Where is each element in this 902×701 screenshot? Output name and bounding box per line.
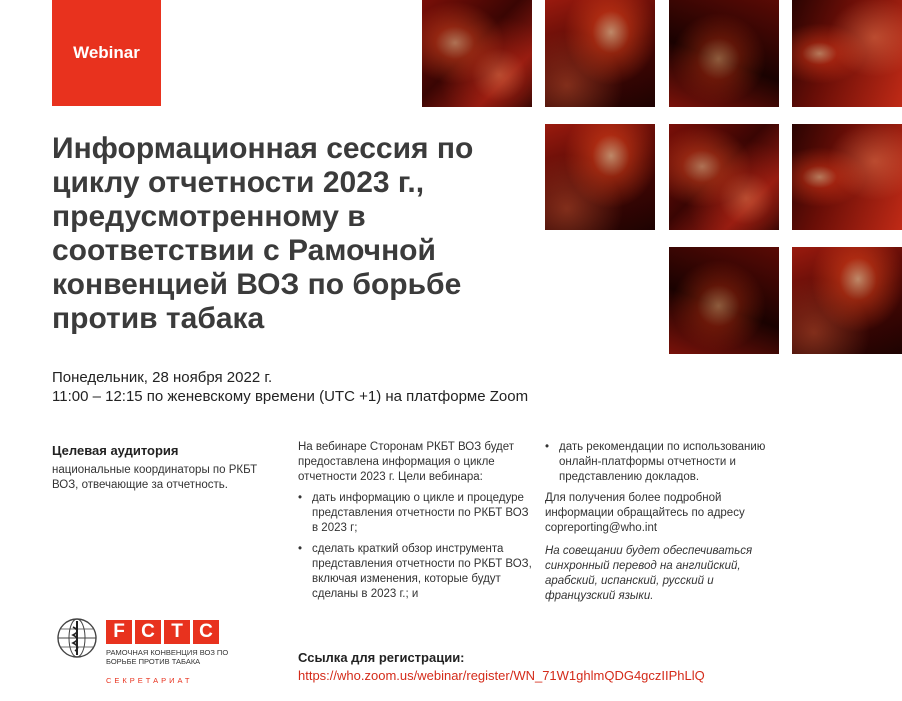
logo-secretariat: СЕКРЕТАРИАТ [106, 676, 193, 685]
registration-link[interactable]: https://who.zoom.us/webinar/register/WN_71W1ghlmQDG4gczIIPhLlQ [298, 668, 705, 683]
event-datetime [52, 368, 528, 406]
registration-heading: Ссылка для регистрации: [298, 650, 465, 665]
map-tile [545, 0, 655, 107]
list-item: • сделать краткий обзор инструмента представления отчетности по РКБТ ВОЗ, включая изменения, которые будут сделаны в 2023 г.; и [298, 542, 534, 602]
map-tile [669, 0, 779, 107]
page-title: Информационная сессия по циклу отчетности 2023 г., предусмотренному в соответствии с Рамочной конвенцией ВОЗ по борьбе против табака [52, 132, 474, 335]
map-tile [422, 0, 532, 107]
fctc-logo [106, 620, 219, 644]
goals-list-continued [545, 440, 785, 485]
logo-letter: F [106, 620, 132, 644]
map-tile [792, 247, 902, 354]
map-tile [545, 124, 655, 230]
interpretation-text: На совещании будет обеспечиваться синхронный перевод на английский, арабский, испанский, русский и французский языки. [545, 545, 753, 602]
goals-list [298, 491, 534, 602]
list-item: • дать рекомендации по использованию онлайн-платформы отчетности и представлению докладов. [545, 440, 785, 485]
logo-letter: C [135, 620, 161, 644]
contact-text: Для получения более подробной информации обращайтесь по адресу copreporting@who.int [545, 492, 745, 534]
map-tile [792, 124, 902, 230]
logo-letter: C [193, 620, 219, 644]
goals-column [298, 440, 534, 608]
map-tile [669, 247, 779, 354]
webinar-badge: Webinar [52, 0, 161, 106]
list-item: • дать информацию о цикле и процедуре представления отчетности по РКБТ ВОЗ в 2023 г; [298, 491, 534, 536]
event-time: 11:00 – 12:15 по женевскому времени (UTC +1) на платформе Zoom [52, 388, 529, 405]
audience-heading: Целевая аудитория [52, 443, 179, 458]
map-tile [669, 124, 779, 230]
logo-letter: T [164, 620, 190, 644]
audience-text: национальные координаторы по РКБТ ВОЗ, отвечающие за отчетность. [52, 464, 258, 491]
event-date: Понедельник, 28 ноября 2022 г. [52, 369, 273, 386]
info-column [545, 440, 785, 612]
who-emblem-icon [56, 617, 98, 659]
map-tile [792, 0, 902, 107]
intro-text: На вебинаре Сторонам РКБТ ВОЗ будет предоставлена информация о цикле отчетности 2023 г. Цели вебинара: [298, 441, 515, 483]
logo-subtitle: РАМОЧНАЯ КОНВЕНЦИЯ ВОЗ ПО БОРЬБЕ ПРОТИВ ТАБАКА [106, 648, 229, 666]
